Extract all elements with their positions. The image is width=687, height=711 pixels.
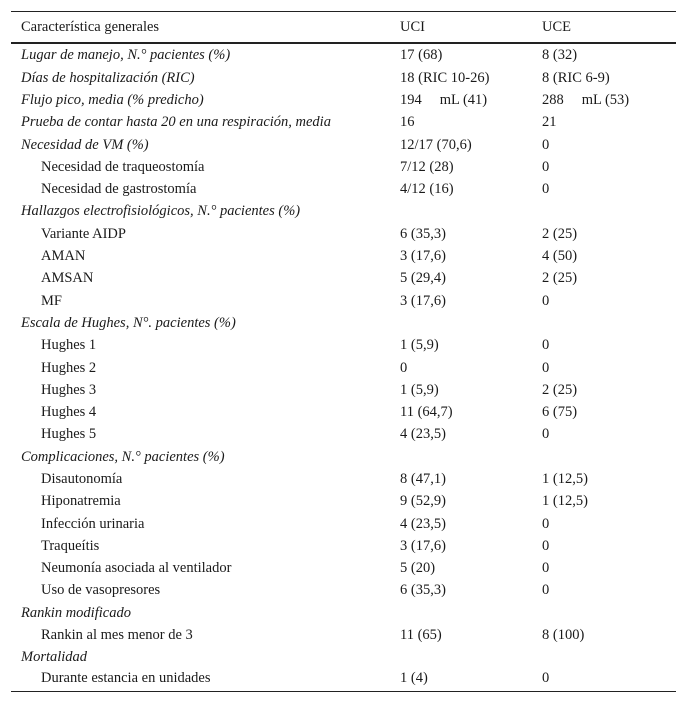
table-row <box>11 491 676 513</box>
header-uce: UCE <box>542 18 571 35</box>
row-label: Hughes 2 <box>41 359 97 376</box>
section-row <box>11 446 676 468</box>
cell-uce <box>532 446 676 468</box>
cell-uci <box>390 446 532 468</box>
cell-uce: 1 (12,5) <box>542 470 588 487</box>
cell-uci: 11 (64,7) <box>400 404 453 421</box>
cell-uci: 7/12 (28) <box>400 158 454 175</box>
cell-uci: 12/17 (70,6) <box>400 136 472 153</box>
table-row <box>11 178 676 200</box>
table-header-row <box>11 12 676 44</box>
section-label: Rankin modificado <box>21 604 131 621</box>
table-row <box>11 468 676 490</box>
table-row <box>11 513 676 535</box>
row-label: Hughes 5 <box>41 426 97 443</box>
table-row <box>11 580 676 602</box>
row-label: Infección urinaria <box>41 515 145 532</box>
table-row <box>11 357 676 379</box>
row-label: Lugar de manejo, N.° pacientes (%) <box>21 47 231 63</box>
cell-uci <box>390 312 532 334</box>
cell-uce: 0 <box>542 537 550 554</box>
cell-uce: 0 <box>542 136 550 153</box>
uci-unit: mL (41) <box>439 91 488 108</box>
cell-uci: 3 (17,6) <box>400 248 446 265</box>
row-label: Días de hospitalización (RIC) <box>21 69 195 86</box>
row-label: Hughes 4 <box>41 404 97 421</box>
table-row <box>11 67 676 89</box>
cell-uce: 0 <box>542 158 550 175</box>
table-row <box>11 268 676 290</box>
table-row <box>11 379 676 401</box>
row-label: Disautonomía <box>41 470 123 487</box>
table-row <box>11 112 676 134</box>
cell-uci: 6 (35,3) <box>400 582 446 599</box>
cell-uce <box>532 89 676 111</box>
cell-uci: 1 (5,9) <box>400 381 439 398</box>
cell-uci <box>390 89 532 111</box>
cell-uce: 0 <box>542 337 550 354</box>
cell-uci: 3 (17,6) <box>400 537 446 554</box>
section-row <box>11 201 676 223</box>
table-row <box>11 624 676 646</box>
cell-uci: 9 (52,9) <box>400 493 446 510</box>
cell-uce: 0 <box>542 359 550 376</box>
row-label: Hughes 3 <box>41 381 97 398</box>
uce-value: 288 <box>542 91 564 108</box>
uci-value: 194 <box>400 91 422 108</box>
cell-uci: 4 (23,5) <box>400 515 446 532</box>
section-label: Mortalidad <box>21 649 88 666</box>
cell-uce: 21 <box>542 114 557 131</box>
cell-uci: 1 (4) <box>400 670 428 687</box>
cell-uci: 5 (29,4) <box>400 270 446 287</box>
cell-uce: 8 (RIC 6-9) <box>542 69 610 86</box>
cell-uce: 0 <box>542 292 550 309</box>
row-label: Hughes 1 <box>41 337 97 354</box>
row-label: Necesidad de traqueostomía <box>41 158 205 175</box>
table-row <box>11 156 676 178</box>
table-row <box>11 245 676 267</box>
table-row <box>11 134 676 156</box>
row-label: Uso de vasopresores <box>41 582 161 599</box>
cell-uce: 0 <box>542 515 550 532</box>
row-label: Necesidad de gastrostomía <box>41 181 197 198</box>
cell-uce <box>532 647 676 669</box>
table-container <box>11 11 676 692</box>
section-row <box>11 312 676 334</box>
section-row <box>11 647 676 669</box>
row-label: Necesidad de VM (%) <box>21 136 149 153</box>
table-row <box>11 401 676 423</box>
section-label: Escala de Hughes, N°. pacientes (%) <box>21 314 236 331</box>
cell-uci: 1 (5,9) <box>400 337 439 354</box>
table-row <box>11 558 676 580</box>
patient-characteristics-table <box>11 11 676 692</box>
table-row <box>11 223 676 245</box>
uce-unit: mL (53) <box>581 91 630 108</box>
row-label: AMSAN <box>41 270 94 287</box>
header-characteristics: Característica generales <box>21 18 160 35</box>
cell-uce: 2 (25) <box>542 225 578 242</box>
cell-uci: 4 (23,5) <box>400 426 446 443</box>
cell-uci: 4/12 (16) <box>400 181 454 198</box>
cell-uce: 1 (12,5) <box>542 493 588 510</box>
cell-uce: 2 (25) <box>542 381 578 398</box>
cell-uce: 8 (32) <box>542 47 578 63</box>
table-row <box>11 89 676 111</box>
section-row <box>11 602 676 624</box>
row-label: MF <box>41 292 62 309</box>
cell-uci <box>390 647 532 669</box>
cell-uci: 17 (68) <box>400 47 443 63</box>
table-row <box>11 424 676 446</box>
table-row <box>11 535 676 557</box>
row-label: Traqueítis <box>41 537 100 554</box>
table-row <box>11 290 676 312</box>
cell-uci: 6 (35,3) <box>400 225 446 242</box>
cell-uce <box>532 602 676 624</box>
cell-uce: 0 <box>542 426 550 443</box>
cell-uce: 2 (25) <box>542 270 578 287</box>
cell-uci: 0 <box>400 359 408 376</box>
header-uci: UCI <box>400 18 425 35</box>
table-row <box>11 335 676 357</box>
cell-uci: 5 (20) <box>400 560 436 577</box>
cell-uce: 4 (50) <box>542 248 578 265</box>
cell-uce: 8 (100) <box>542 627 585 644</box>
section-label: Complicaciones, N.° pacientes (%) <box>21 448 225 465</box>
cell-uci: 8 (47,1) <box>400 470 446 487</box>
cell-uce: 6 (75) <box>542 404 578 421</box>
table-row <box>11 669 676 691</box>
cell-uci: 11 (65) <box>400 627 442 644</box>
row-label: Variante AIDP <box>41 225 126 242</box>
cell-uci <box>390 602 532 624</box>
section-label: Hallazgos electrofisiológicos, N.° pacientes (%) <box>21 203 301 220</box>
row-label: Prueba de contar hasta 20 en una respiración, media <box>21 114 331 131</box>
row-label: Durante estancia en unidades <box>41 670 211 687</box>
cell-uce: 0 <box>542 670 550 687</box>
cell-uce <box>532 201 676 223</box>
cell-uci: 16 <box>400 114 415 131</box>
cell-uci <box>390 201 532 223</box>
cell-uce: 0 <box>542 560 550 577</box>
row-label: Neumonía asociada al ventilador <box>41 560 232 577</box>
cell-uce <box>532 312 676 334</box>
row-label: AMAN <box>41 248 86 265</box>
row-label: Flujo pico, media (% predicho) <box>21 91 204 108</box>
table-row <box>11 43 676 67</box>
cell-uci: 18 (RIC 10-26) <box>400 69 490 86</box>
cell-uci: 3 (17,6) <box>400 292 446 309</box>
cell-uce: 0 <box>542 181 550 198</box>
row-label: Rankin al mes menor de 3 <box>41 627 193 644</box>
cell-uce: 0 <box>542 582 550 599</box>
row-label: Hiponatremia <box>41 493 121 510</box>
